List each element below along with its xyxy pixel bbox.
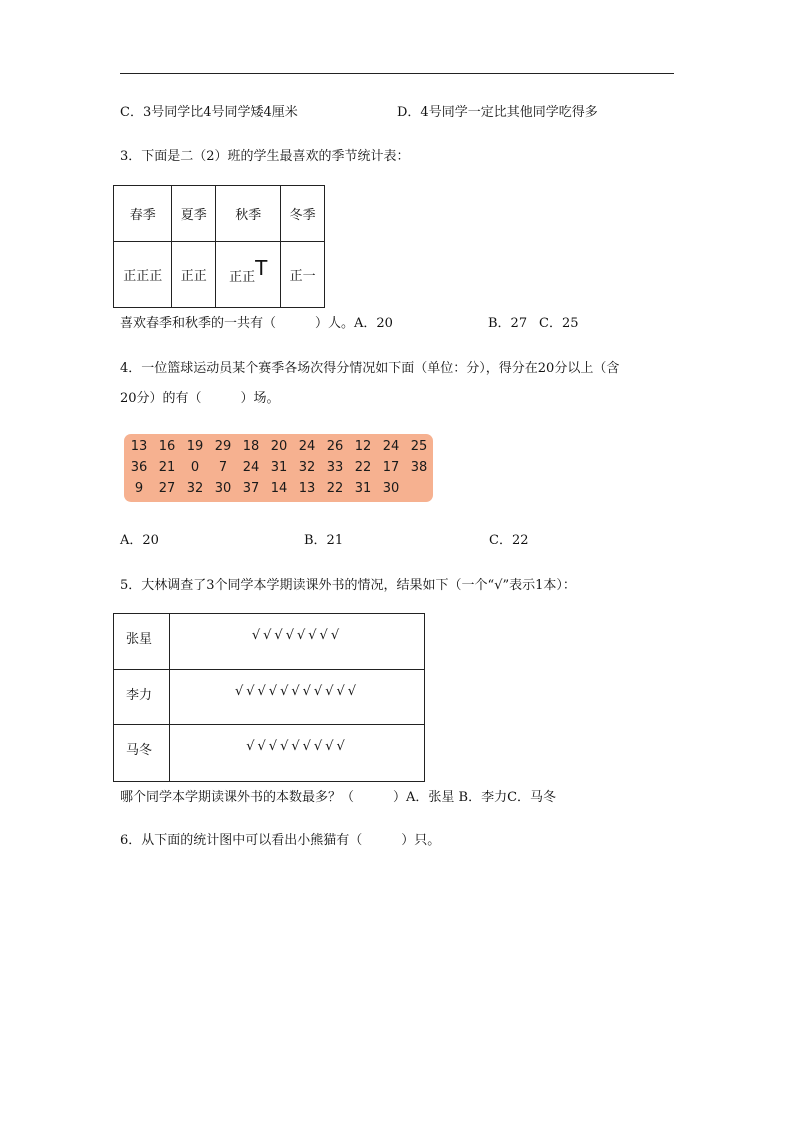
reading-row	[114, 725, 425, 782]
score-cell: 30	[214, 481, 232, 496]
q3-option-b: B．27	[488, 316, 528, 331]
reading-checks-zhangxing: √√√√√√√√	[170, 614, 425, 670]
score-cell: 37	[242, 481, 260, 496]
tally-winter	[281, 242, 325, 308]
score-cell: 24	[298, 439, 316, 454]
score-panel	[124, 434, 433, 502]
score-row-1	[124, 439, 433, 457]
q4-stem-line1: 4．一位篮球运动员某个赛季各场次得分情况如下面（单位：分），得分在20分以上（含	[120, 361, 620, 376]
score-cell: 32	[298, 460, 316, 475]
q4-stem-line2: 20分）的有（ ）场。	[120, 391, 280, 406]
tally-autumn-partial: T	[255, 255, 268, 280]
score-cell: 9	[134, 481, 144, 496]
score-cell: 38	[410, 460, 428, 475]
tally-summer-text: 正正	[180, 269, 207, 284]
score-row-2	[124, 460, 433, 478]
q3-stem: 3．下面是二（2）班的学生最喜欢的季节统计表：	[120, 149, 410, 164]
score-cell: 25	[410, 439, 428, 454]
season-header-row	[114, 186, 325, 242]
header-autumn: 秋季	[216, 186, 281, 242]
score-cell: 32	[186, 481, 204, 496]
reading-checks-lili: √√√√√√√√√√√	[170, 670, 425, 725]
score-cell: 20	[270, 439, 288, 454]
score-cell: 17	[382, 460, 400, 475]
q4-option-a: A．20	[120, 533, 159, 548]
reading-row	[114, 670, 425, 725]
season-table	[113, 185, 325, 308]
score-cell: 12	[354, 439, 372, 454]
score-cell: 24	[242, 460, 260, 475]
reading-name-lili: 李力	[114, 670, 170, 725]
season-tally-row	[114, 242, 325, 308]
tally-autumn-text: 正正	[229, 269, 256, 285]
score-cell: 16	[158, 439, 176, 454]
score-cell: 0	[190, 460, 200, 475]
score-cell: 7	[218, 460, 228, 475]
score-cell: 29	[214, 439, 232, 454]
score-cell: 13	[298, 481, 316, 496]
score-cell: 22	[354, 460, 372, 475]
score-cell: 27	[158, 481, 176, 496]
score-cell: 31	[354, 481, 372, 496]
score-cell: 33	[326, 460, 344, 475]
reading-name-zhangxing: 张星	[114, 614, 170, 670]
score-cell: 13	[130, 439, 148, 454]
tally-winter-text: 正一	[289, 269, 316, 284]
q5-stem: 5．大林调查了3个同学本学期读课外书的情况，结果如下（一个“√”表示1本）：	[120, 578, 576, 593]
reading-table	[113, 613, 425, 782]
score-cell: 14	[270, 481, 288, 496]
header-rule	[120, 73, 674, 74]
q4-option-c: C．22	[489, 533, 529, 548]
q4-option-b: B．21	[304, 533, 344, 548]
tally-summer	[172, 242, 216, 308]
score-cell: 26	[326, 439, 344, 454]
score-cell: 19	[186, 439, 204, 454]
reading-checks-madong: √√√√√√√√√	[170, 725, 425, 782]
option-c-text: C．3号同学比4号同学矮4厘米	[120, 105, 298, 120]
tally-autumn	[216, 242, 281, 308]
score-cell: 22	[326, 481, 344, 496]
q6-stem: 6．从下面的统计图中可以看出小熊猫有（ ）只。	[120, 833, 441, 848]
q3-question: 喜欢春季和秋季的一共有（ ）人。A．20	[120, 316, 393, 331]
q3-option-c: C．25	[539, 316, 579, 331]
score-cell: 30	[382, 481, 400, 496]
score-cell: 31	[270, 460, 288, 475]
option-d-text: D．4号同学一定比其他同学吃得多	[397, 105, 598, 120]
reading-name-madong: 马冬	[114, 725, 170, 782]
score-cell: 24	[382, 439, 400, 454]
tally-spring-text: 正正正	[123, 269, 163, 284]
q5-question: 哪个同学本学期读课外书的本数最多？（ ）A．张星 B．李力C．马冬	[120, 790, 557, 805]
header-winter: 冬季	[281, 186, 325, 242]
tally-spring	[114, 242, 172, 308]
header-spring: 春季	[114, 186, 172, 242]
score-row-3	[124, 481, 433, 499]
score-cell: 21	[158, 460, 176, 475]
header-summer: 夏季	[172, 186, 216, 242]
score-cell: 18	[242, 439, 260, 454]
score-cell: 36	[130, 460, 148, 475]
reading-row	[114, 614, 425, 670]
